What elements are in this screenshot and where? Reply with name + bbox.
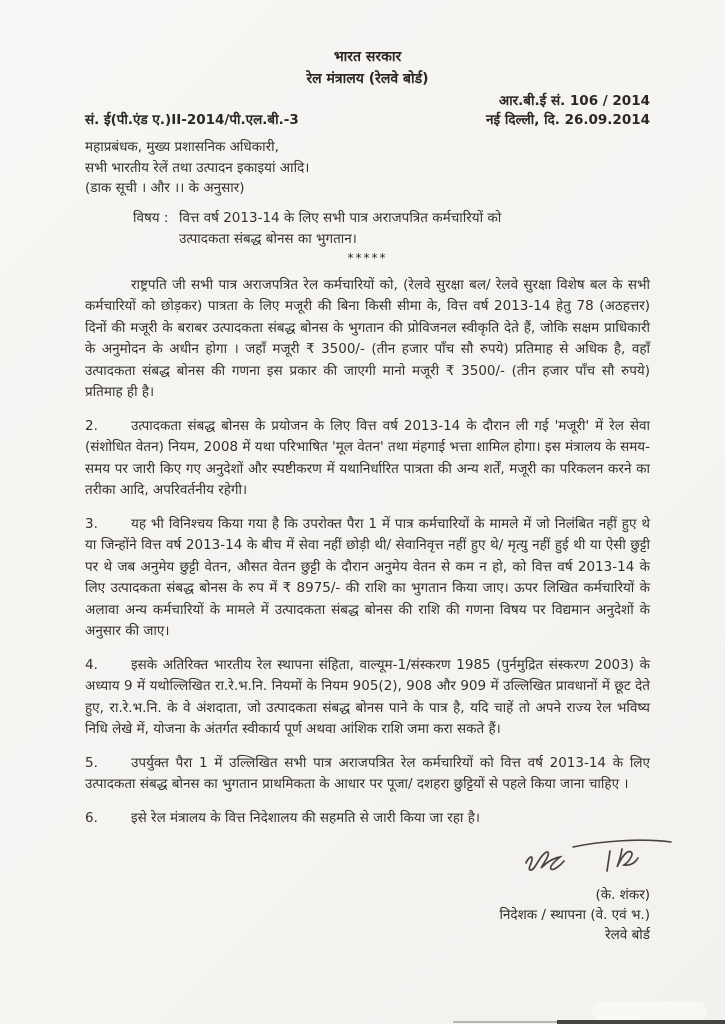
paragraph-text: उपर्युक्त पैरा 1 में उल्लिखित सभी पात्र अराजपत्रित रेल कर्मचारियों को वित्त वर्ष 2013-14 के लिए उत्पादकता संबद्ध बोनस का भुगतान प्राथमिकता के आधार पर पूजा/ दशहरा छुट्टियों से पहले किया जाना चाहिए । <box>85 754 650 792</box>
scan-edge-artifact-dark <box>557 1020 725 1024</box>
file-number: सं. ई(पी.एंड ए.)II-2014/पी.एल.बी.-3 <box>85 112 299 128</box>
paragraph-1 <box>85 275 650 404</box>
reference-row <box>85 111 650 130</box>
signatory-name: (के. शंकर) <box>595 887 650 903</box>
scan-corner-artifact <box>592 1001 707 1021</box>
paragraph-6 <box>85 808 650 830</box>
signature-block <box>85 833 650 945</box>
government-title: भारत सरकार <box>333 49 402 65</box>
addressee-line: सभी भारतीय रेलें तथा उत्पादन इकाइयां आदि। <box>85 159 310 176</box>
paragraph-number: 2. <box>85 417 98 434</box>
subject-label: विषय : <box>133 209 169 226</box>
handwritten-signature-icon <box>518 833 678 885</box>
addressee-line: महाप्रबंधक, मुख्य प्रशासनिक अधिकारी, <box>85 139 279 155</box>
paragraph-text: इसके अतिरिक्त भारतीय रेल स्थापना संहिता, वाल्यूम-1/संस्करण 1985 (पुर्नमुद्रित संस्करण 2003) के अध्याय 9 में यथोल्लिखित रा.रे.भ.नि. नियमों के नियम 905(2), 908 और 909 में उल्लिखित प्रावधानों में छूट देते हुए, रा.रे.भ.नि. के वे अंशदाता, जो उत्पादकता संबद्ध बोनस पाने के पात्र है, यदि चाहें तो अपने राज्य रेल भविष्य निधि लेखे में, योजना के अंतर्गत स्वीकार्य पूर्ण अथवा आंशिक राशि जमा करा सकते हैं। <box>85 656 650 737</box>
subject-line: वित्त वर्ष 2013-14 के लिए सभी पात्र अराजपत्रित कर्मचारियों को <box>179 209 502 226</box>
paragraph-text: यह भी विनिश्चय किया गया है कि उपरोक्त पैरा 1 में पात्र कर्मचारियों के मामले में जो निलंबित नहीं हुए थे या जिन्होंने वित्त वर्ष 2013-14 के बीच में सेवा नहीं छोड़ी थी/ सेवानिवृत्त नहीं हुए थे/ मृत्यु नहीं हुई थी या ऐसी छुट्टी पर थे जब अनुमेय छुट्टी वेतन, औसत वेतन छुट्टी के दौरान अनुमेय वेतन से कम न हो, को वित्त वर्ष 2013-14 के लिए उत्पादकता संबद्ध बोनस के रुप में ₹ 8975/- की राशि का भुगतान किया जाए। ऊपर लिखित कर्मचारियों के अलावा अन्य कर्मचारियों के मामले में उत्पादकता संबद्ध बोनस की राशि की गणना विषय पर विद्यमान अनुदेशों के अनुसार की जाए। <box>85 515 650 639</box>
subject-text <box>179 208 501 251</box>
paragraph-5 <box>85 753 650 796</box>
paragraph-number: 4. <box>85 656 98 673</box>
paragraph-text: इसे रेल मंत्रालय के वित्त निदेशालय की सहमति से जारी किया जा रहा है। <box>131 809 480 826</box>
paragraph-2 <box>85 416 650 502</box>
paragraph-3 <box>85 514 650 643</box>
signatory-organization: रेलवे बोर्ड <box>605 927 650 943</box>
paragraph-number: 3. <box>85 515 98 532</box>
paragraph-text: राष्ट्रपति जी सभी पात्र अराजपत्रित रेल कर्मचारियों को, (रेलवे सुरक्षा बल/ रेलवे सुरक्षा विशेष बल के सभी कर्मचारियों को छोड़कर) पात्रता के लिए मजूरी की बिना किसी सीमा के, वित्त वर्ष 2013-14 हेतु 78 (अठहत्तर) दिनों की मजूरी के बराबर उत्पादकता संबद्ध बोनस के भुगतान की प्रोविजनल स्वीकृति देते हैं, जोकि सक्षम प्राधिकारी के अनुमोदन के अधीन होगा । जहाँ मजूरी ₹ 3500/- (तीन हजार पाँच सौ रुपये) प्रतिमाह से अधिक है, वहाँ उत्पादकता संबद्ध बोनस की गणना इस प्रकार की जाएगी मानो मजूरी ₹ 3500/- (तीन हजार पाँच सौ रुपये) प्रतिमाह ही है। <box>85 276 650 400</box>
place-date: नई दिल्ली, दि. 26.09.2014 <box>486 112 650 128</box>
addressee-line: (डाक सूची । और ।। के अनुसार) <box>85 180 245 196</box>
subject-line: उत्पादकता संबद्ध बोनस का भुगतान। <box>179 231 357 247</box>
subject-block <box>133 208 650 251</box>
paragraph-text: उत्पादकता संबद्ध बोनस के प्रयोजन के लिए वित्त वर्ष 2013-14 के दौरान ली गई 'मजूरी' में रेल सेवा (संशोधित वेतन) नियम, 2008 में यथा परिभाषित 'मूल वेतन' तथा मंहगाई भत्ता शामिल होगा। इस मंत्रालय के समय-समय पर जारी किए गए अनुदेशों और स्पष्टीकरण में यथानिर्धारित पात्रता की अन्य शर्तें, मजूरी का परिकलन करने का तरीका आदि, अपरिवर्तनीय रहेगी। <box>85 417 650 498</box>
rbe-number: आर.बी.ई सं. 106 / 2014 <box>498 93 650 109</box>
addressee-block <box>85 137 650 199</box>
letter-body <box>85 275 650 830</box>
paragraph-number: 6. <box>85 809 98 826</box>
paragraph-4 <box>85 655 650 741</box>
signatory-designation: निदेशक / स्थापना (वे. एवं भ.) <box>499 907 650 923</box>
paragraph-number: 5. <box>85 754 98 771</box>
subject-separator: ***** <box>347 250 388 265</box>
letterhead <box>85 46 650 90</box>
ministry-title: रेल मंत्रालय (रेलवे बोर्ड) <box>306 71 429 87</box>
